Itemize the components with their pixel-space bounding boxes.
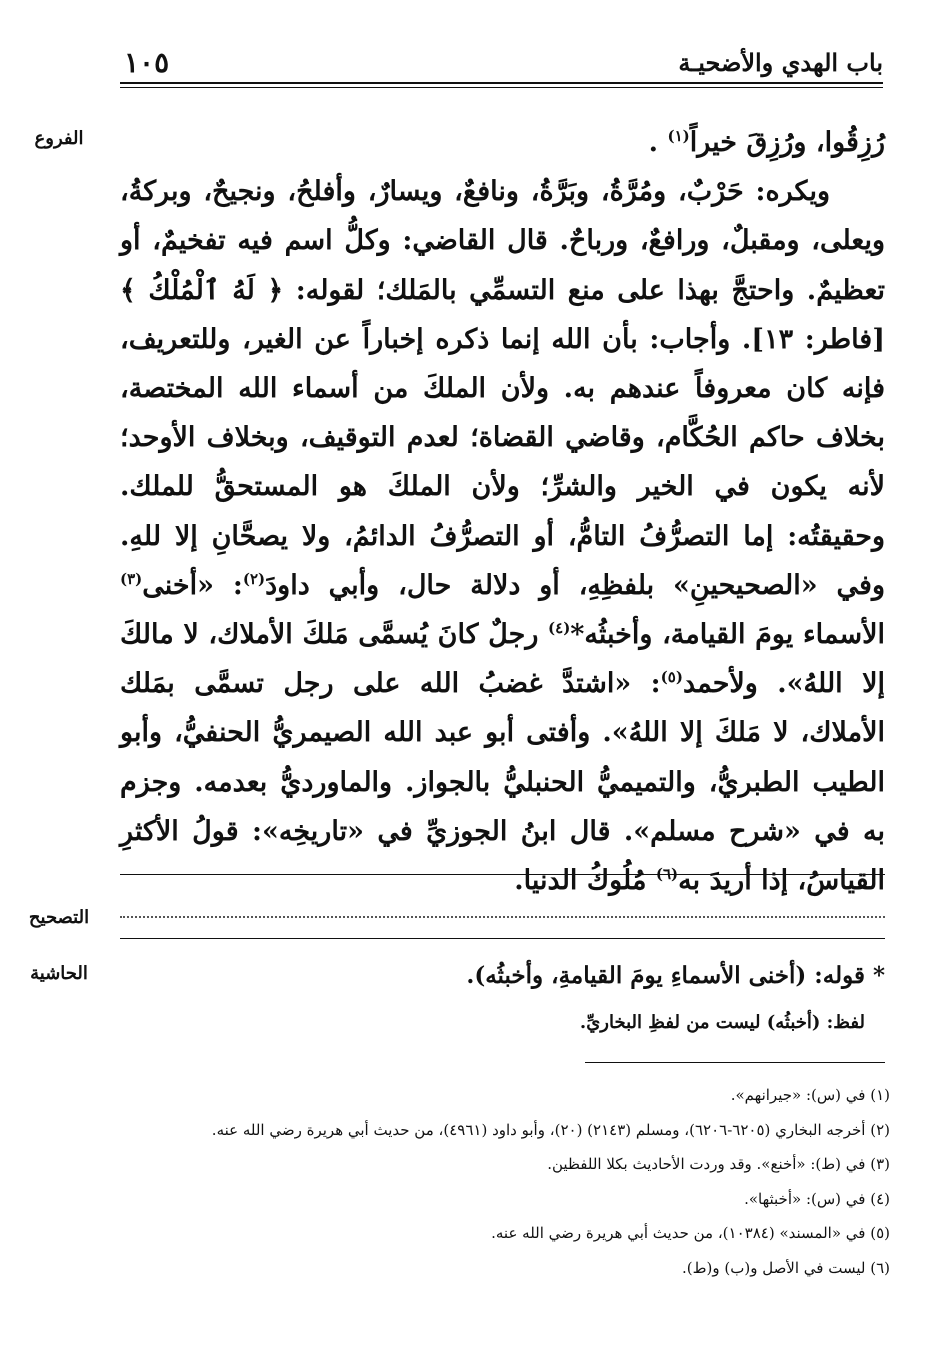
footnote-ref-3: (٣) xyxy=(120,569,143,588)
page-number: ١٠٥ xyxy=(124,46,170,79)
footnote-2: (٢) أخرجه البخاري (٦٢٠٥-٦٢٠٦)، ومسلم (٢١٤٣) (٢٠)، وأبو داود (٤٩٦١)، من حديث أبي هريرة رضي الله عنه. xyxy=(211,1120,890,1139)
paragraph-2-part-6: مُلُوكُ الدنيا. xyxy=(514,865,656,897)
page-header xyxy=(120,42,883,84)
paragraph-1 xyxy=(120,118,885,167)
footnote-6: (٦) ليست في الأصل و(ب) و(ط). xyxy=(682,1258,890,1277)
footnote-1: (١) في (س): «جيرانهم». xyxy=(730,1086,890,1104)
chapter-title: باب الهدي والأضحيـة xyxy=(678,48,883,77)
paragraph-2-part-5: : «اشتدَّ غضبُ الله على رجل تسمَّى بمَلك الأملاك، لا مَلكَ إلا اللهُ». وأفتى أبو عبد الله الصيمريُّ الحنفيُّ، وأبو الطيب الطبريُّ، والتميميُّ الحنبليُّ بالجواز. والماورديُّ بعدمه. وجزم به في «شرح مسلم». قال ابنُ الجوزيِّ في «تاريخِه»: قولُ الأكثرِ القياسُ، إذا أريدَ به xyxy=(120,668,885,897)
footnote-3: (٣) في (ط): «أخنع». وقد وردت الأحاديث بكلا اللفظين. xyxy=(547,1155,890,1173)
side-label-furu: الفروع xyxy=(34,128,84,149)
footnote-ref-4: (٤) xyxy=(548,619,571,638)
hashiya-body: لفظ: (أخبثُه) ليست من لفظِ البخاريِّ. xyxy=(579,1012,865,1033)
paragraph-1-end: . xyxy=(648,127,659,158)
paragraph-2-part-3: الأسماء يومَ القيامة، وأخبثُه* xyxy=(570,619,886,651)
footnote-ref-5: (٥) xyxy=(660,668,683,687)
footnote-4: (٤) في (س): «أخبثها». xyxy=(744,1189,890,1208)
footnote-ref-1: (١) xyxy=(667,127,690,145)
hashiya-heading: * قوله: (أخنى الأسماءِ يومَ القيامةِ، وأخبثُه). xyxy=(466,962,885,989)
side-label-tashih: التصحيح xyxy=(28,907,90,928)
footnote-ref-6: (٦) xyxy=(655,865,679,884)
tashih-bottom-rule xyxy=(120,938,885,939)
paragraph-1-text: رُزِقُوا، ورُزِقَ خيراً xyxy=(689,127,885,158)
paragraph-2-part-4: رجلٌ كانَ يُسمَّى مَلكَ الأملاك، لا مالكَ إلا اللهُ». ولأحمد xyxy=(120,619,885,700)
paragraph-2-part-2: : «أخنى xyxy=(142,569,243,601)
main-text-bottom-rule xyxy=(120,874,885,875)
paragraph-2-part-1: ويكره: حَرْبٌ، ومُرَّةُ، وبَرَّةُ، ونافعٌ، ويسارٌ، وأفلحُ، ونجيحٌ، وبركةُ، ويعلى، ومقبلٌ، ورافعٌ، ورباحٌ. قال القاضي: وكلُّ اسم فيه تفخيمٌ، أو تعظيمٌ. واحتجَّ بهذا على منع التسمِّي بالمَلك؛ لقوله: ﴿ لَهُ ٱلْمُلْكُ ﴾ [فاطر: ١٣]. وأجاب: بأن الله إنما ذكره إخباراً عن الغير، وللتعريف، فإنه كان معروفاً عندهم به. ولأن الملكَ من أسماء الله المختصة، بخلاف حاكم الحُكَّام، وقاضي القضاة؛ لعدم التوقيف، وبخلاف الأوحد؛ لأنه يكون في الخير والشرِّ؛ ولأن الملكَ هو المستحقُّ للملك. وحقيقتُه: إما التصرُّفُ التامُّ، أو التصرُّفُ الدائمُ، ولا يصحَّانِ إلا للهِ. وفي «الصحيحينِ» بلفظِهِ، أو دلالة حال، وأبي داودَ xyxy=(120,176,885,601)
footnote-5: (٥) في «المسند» (١٠٣٨٤)، من حديث أبي هريرة رضي الله عنه. xyxy=(491,1224,890,1242)
footnote-separator xyxy=(585,1062,885,1063)
footnotes xyxy=(120,1078,890,1285)
paragraph-2 xyxy=(120,167,885,905)
footnote-ref-2: (٢) xyxy=(242,569,266,588)
main-text xyxy=(120,118,885,905)
tashih-dotted-line xyxy=(120,916,885,918)
side-label-hashiya: الحاشية xyxy=(30,963,88,984)
